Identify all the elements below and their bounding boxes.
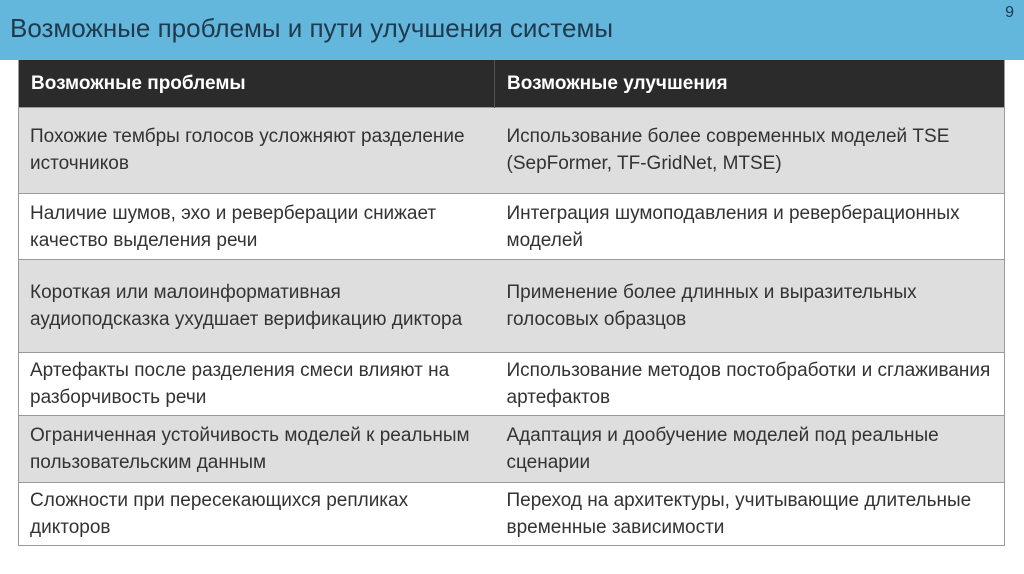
problem-cell: Сложности при пересекающихся репликах дикторов xyxy=(19,483,495,546)
table-row xyxy=(19,483,1005,546)
table-row xyxy=(19,194,1005,260)
problem-cell: Артефакты после разделения смеси влияют на разборчивость речи xyxy=(19,353,495,416)
problems-improvements-table xyxy=(18,60,1005,546)
table-row xyxy=(19,108,1005,194)
table-row xyxy=(19,416,1005,483)
improvement-cell: Адаптация и дообучение моделей под реальные сценарии xyxy=(495,416,1005,483)
improvement-cell: Переход на архитектуры, учитывающие длительные временные зависимости xyxy=(495,483,1005,546)
problem-cell: Похожие тембры голосов усложняют разделение источников xyxy=(19,108,495,194)
column-header-improvements: Возможные улучшения xyxy=(495,60,1005,108)
improvement-cell: Использование более современных моделей TSE (SepFormer, TF-GridNet, MTSE) xyxy=(495,108,1005,194)
table-row xyxy=(19,353,1005,416)
improvement-cell: Использование методов постобработки и сглаживания артефактов xyxy=(495,353,1005,416)
problem-cell: Наличие шумов, эхо и реверберации снижает качество выделения речи xyxy=(19,194,495,260)
table-row xyxy=(19,260,1005,353)
problem-cell: Короткая или малоинформативная аудиоподсказка ухудшает верификацию диктора xyxy=(19,260,495,353)
slide-title: Возможные проблемы и пути улучшения системы xyxy=(10,13,614,43)
column-header-problems: Возможные проблемы xyxy=(19,60,495,108)
problem-cell: Ограниченная устойчивость моделей к реальным пользовательским данным xyxy=(19,416,495,483)
slide-header-bar xyxy=(0,0,1024,60)
improvement-cell: Интеграция шумоподавления и реверберационных моделей xyxy=(495,194,1005,260)
table-header-row xyxy=(19,60,1005,108)
page-number: 9 xyxy=(1005,4,1014,21)
improvement-cell: Применение более длинных и выразительных голосовых образцов xyxy=(495,260,1005,353)
